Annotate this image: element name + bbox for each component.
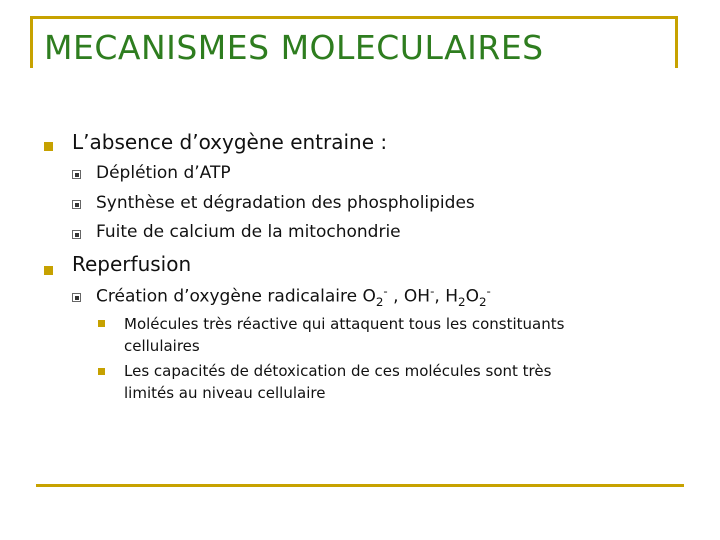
bullet-square-icon bbox=[98, 368, 105, 375]
checkbox-bullet-icon bbox=[72, 230, 81, 239]
sub-bullet-calcium: Fuite de calcium de la mitochondrie bbox=[96, 222, 401, 242]
slide-title: MECANISMES MOLECULAIRES bbox=[44, 28, 544, 67]
sub-sub-bullet-reactive-line2: cellulaires bbox=[124, 337, 200, 355]
bullet-square-icon bbox=[98, 320, 105, 327]
checkbox-bullet-icon bbox=[72, 293, 81, 302]
title-frame-right-line bbox=[675, 16, 678, 68]
sub-sub-bullet-detox-line1: Les capacités de détoxication de ces molécules sont très bbox=[124, 362, 552, 380]
sub-bullet-atp: Déplétion d’ATP bbox=[96, 163, 231, 183]
sub-sub-bullet-reactive-line1: Molécules très réactive qui attaquent tous les constituants bbox=[124, 315, 565, 333]
checkbox-bullet-icon bbox=[72, 170, 81, 179]
bullet-square-icon bbox=[44, 266, 53, 275]
bullet-square-icon bbox=[44, 142, 53, 151]
sub-sub-bullet-detox-line2: limités au niveau cellulaire bbox=[124, 384, 326, 402]
sub-bullet-radicals: Création d’oxygène radicalaire $O_2^-$ , OH-, $H_2O_2^-$ bbox=[96, 284, 491, 310]
checkbox-bullet-icon bbox=[72, 200, 81, 209]
bottom-divider-line bbox=[36, 484, 684, 487]
bullet-reperfusion: Reperfusion bbox=[72, 252, 192, 276]
title-frame-left-line bbox=[30, 16, 33, 68]
title-frame-top-line bbox=[30, 16, 678, 19]
bullet-oxygen-absence: L’absence d’oxygène entraine : bbox=[72, 130, 388, 154]
sub-bullet-phospholipides: Synthèse et dégradation des phospholipides bbox=[96, 193, 475, 213]
